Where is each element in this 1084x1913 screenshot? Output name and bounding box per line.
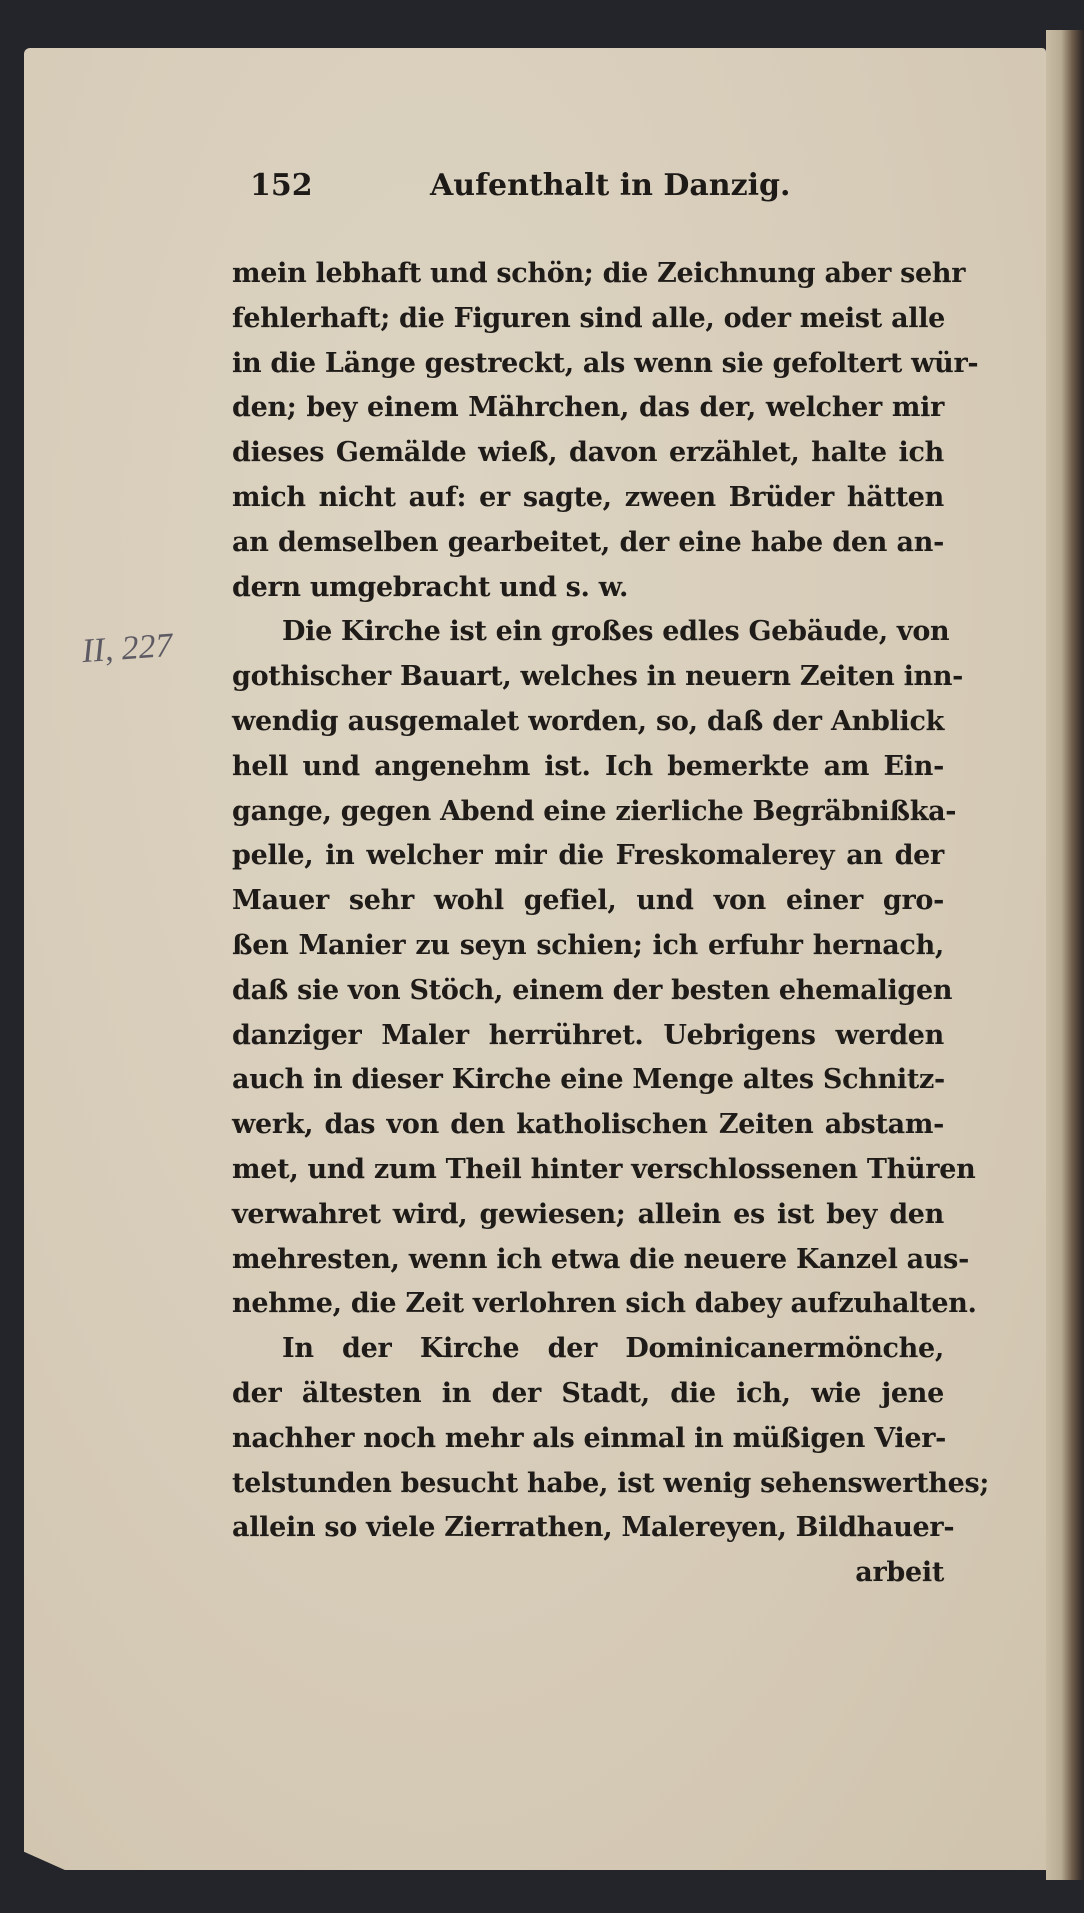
text-line: danziger Maler herrühret. Uebrigens werden	[232, 1019, 944, 1051]
text-line: Mauer sehr wohl gefiel, und von einer gro-	[232, 885, 944, 917]
text-line: nachher noch mehr als einmal in müßigen Vier-	[232, 1422, 947, 1454]
text-line: mich nicht auf: er sagte, zween Brüder hätten	[232, 481, 944, 513]
text-line: pelle, in welcher mir die Freskomalerey an der	[232, 840, 944, 872]
text-line: verwahret wird, gewiesen; allein es ist bey den	[232, 1198, 944, 1230]
text-line: hell und angenehm ist. Ich bemerkte am Ein-	[232, 750, 944, 782]
text-line: ßen Manier zu seyn schien; ich erfuhr hernach,	[232, 929, 944, 961]
body-text	[232, 252, 990, 1596]
text-line: met, und zum Theil hinter verschlossenen Thüren	[232, 1153, 976, 1185]
text-line: den; bey einem Mährchen, das der, welcher mir	[232, 392, 944, 424]
text-line: dern umgebracht und s. w.	[232, 571, 629, 603]
text-line: gothischer Bauart, welches in neuern Zeiten inn-	[232, 661, 964, 693]
text-line: werk, das von den katholischen Zeiten abstam-	[232, 1109, 944, 1141]
text-line: daß sie von Stöch, einem der besten ehemaligen	[232, 974, 953, 1006]
text-line: auch in dieser Kirche eine Menge altes Schnitz-	[232, 1064, 945, 1096]
running-title: Aufenthalt in Danzig.	[430, 168, 791, 203]
text-line: gange, gegen Abend eine zierliche Begräbnißka-	[232, 795, 957, 827]
book-spine-edge	[1046, 30, 1084, 1880]
text-line: wendig ausgemalet worden, so, daß der Anblick	[232, 705, 944, 737]
text-line: In der Kirche der Dominicanermönche,	[282, 1333, 944, 1365]
handwritten-marginal-note: II, 227	[80, 626, 174, 671]
text-line: mein lebhaft und schön; die Zeichnung aber sehr	[232, 258, 966, 289]
text-line: fehlerhaft; die Figuren sind alle, oder meist alle	[232, 302, 946, 334]
text-line: an demselben gearbeitet, der eine habe den an-	[232, 526, 944, 558]
text-line: Die Kirche ist ein großes edles Gebäude, von	[282, 616, 950, 648]
text-line: nehme, die Zeit verlohren sich dabey aufzuhalten.	[232, 1288, 977, 1320]
page-header	[250, 168, 950, 212]
catchword: arbeit	[855, 1557, 944, 1589]
text-line: allein so viele Zierrathen, Malereyen, Bildhauer-	[232, 1512, 955, 1544]
page-number: 152	[250, 168, 313, 203]
text-line: dieses Gemälde wieß, davon erzählet, halte ich	[232, 437, 944, 469]
text-line: in die Länge gestreckt, als wenn sie gefoltert wür-	[232, 347, 979, 379]
text-line: telstunden besucht habe, ist wenig sehenswerthes;	[232, 1467, 990, 1499]
text-line: der ältesten in der Stadt, die ich, wie jene	[232, 1377, 944, 1409]
text-line: mehresten, wenn ich etwa die neuere Kanzel aus-	[232, 1243, 969, 1275]
